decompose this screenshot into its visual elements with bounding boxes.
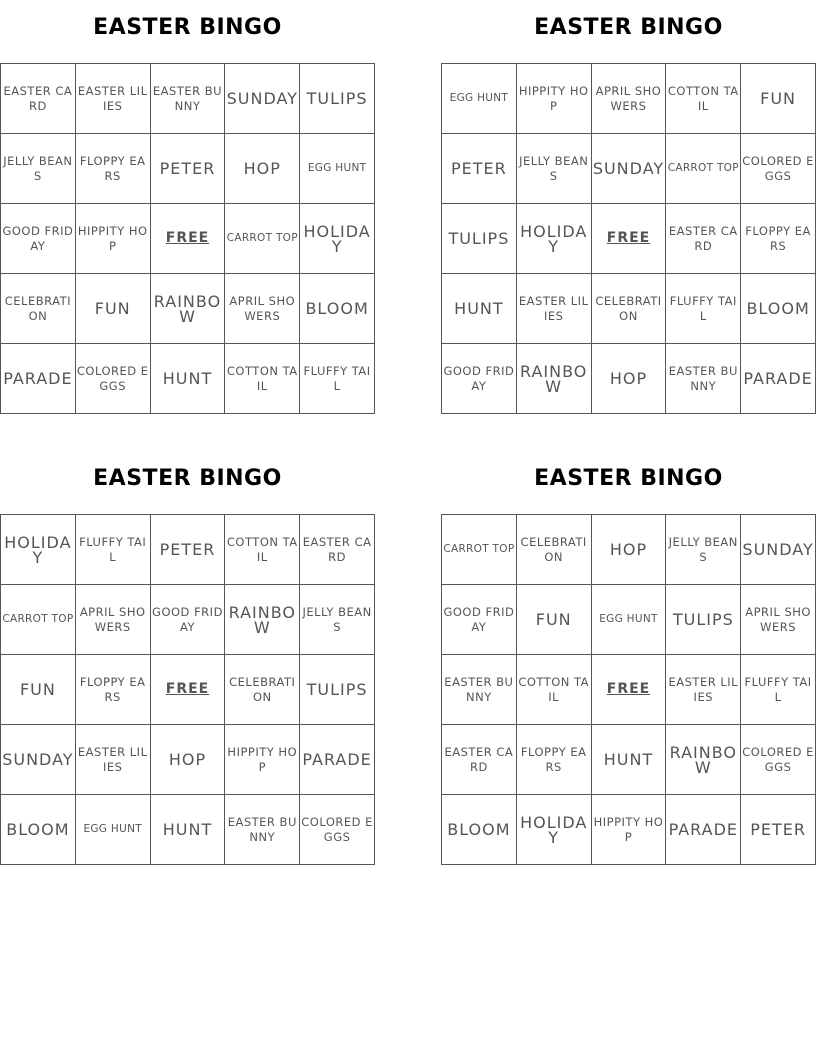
bingo-cell: HUNT <box>442 274 517 344</box>
bingo-cell: BLOOM <box>300 274 375 344</box>
bingo-cell: HOLIDAY <box>517 795 592 865</box>
bingo-cell: HOP <box>592 344 667 414</box>
bingo-cell: BLOOM <box>1 795 76 865</box>
bingo-cell: PARADE <box>1 344 76 414</box>
bingo-cell: FUN <box>741 64 816 134</box>
bingo-cell: EASTER LILIES <box>76 725 151 795</box>
bingo-cell: EASTER CARD <box>666 204 741 274</box>
bingo-cell: EASTER BUNNY <box>225 795 300 865</box>
bingo-cell: EGG HUNT <box>300 134 375 204</box>
bingo-cell: RAINBOW <box>151 274 226 344</box>
bingo-cell: GOOD FRIDAY <box>442 344 517 414</box>
bingo-cell: COTTON TAIL <box>225 344 300 414</box>
bingo-cell: EGG HUNT <box>76 795 151 865</box>
bingo-cell: FUN <box>1 655 76 725</box>
free-space: FREE <box>151 655 226 725</box>
bingo-card-2 <box>441 8 816 396</box>
bingo-card-4 <box>441 459 816 847</box>
bingo-cell: BLOOM <box>442 795 517 865</box>
bingo-cell: TULIPS <box>666 585 741 655</box>
bingo-cell: COLORED EGGS <box>76 344 151 414</box>
bingo-cell: EASTER BUNNY <box>666 344 741 414</box>
bingo-cell: PETER <box>151 515 226 585</box>
bingo-cell: RAINBOW <box>666 725 741 795</box>
bingo-cell: TULIPS <box>442 204 517 274</box>
free-space: FREE <box>592 655 667 725</box>
bingo-cell: FLOPPY EARS <box>517 725 592 795</box>
bingo-cell: APRIL SHOWERS <box>741 585 816 655</box>
bingo-cell: PARADE <box>300 725 375 795</box>
bingo-cell: RAINBOW <box>225 585 300 655</box>
bingo-cell: JELLY BEANS <box>666 515 741 585</box>
bingo-cell: CELEBRATION <box>517 515 592 585</box>
bingo-cell: COTTON TAIL <box>517 655 592 725</box>
bingo-cell: FLOPPY EARS <box>741 204 816 274</box>
bingo-cell: HIPPITY HOP <box>76 204 151 274</box>
bingo-cell: FUN <box>517 585 592 655</box>
bingo-cell: EGG HUNT <box>442 64 517 134</box>
bingo-cell: BLOOM <box>741 274 816 344</box>
bingo-cell: JELLY BEANS <box>1 134 76 204</box>
bingo-grid <box>441 514 816 865</box>
bingo-cell: TULIPS <box>300 64 375 134</box>
bingo-cell: PETER <box>442 134 517 204</box>
bingo-cell: PETER <box>741 795 816 865</box>
bingo-cell: HOP <box>592 515 667 585</box>
bingo-cell: HOLIDAY <box>1 515 76 585</box>
bingo-cell: HOLIDAY <box>517 204 592 274</box>
bingo-cell: COLORED EGGS <box>741 725 816 795</box>
card-title: EASTER BINGO <box>534 15 723 40</box>
bingo-cell: HOP <box>225 134 300 204</box>
bingo-cell: RAINBOW <box>517 344 592 414</box>
bingo-cell: JELLY BEANS <box>300 585 375 655</box>
bingo-cell: GOOD FRIDAY <box>151 585 226 655</box>
bingo-cell: CELEBRATION <box>592 274 667 344</box>
bingo-cell: EGG HUNT <box>592 585 667 655</box>
bingo-cell: CARROT TOP <box>442 515 517 585</box>
bingo-cell: HIPPITY HOP <box>517 64 592 134</box>
bingo-cell: CARROT TOP <box>1 585 76 655</box>
bingo-cell: FLUFFY TAIL <box>300 344 375 414</box>
bingo-grid <box>441 63 816 414</box>
bingo-cell: EASTER CARD <box>442 725 517 795</box>
bingo-cell: FLOPPY EARS <box>76 134 151 204</box>
bingo-cell: SUNDAY <box>592 134 667 204</box>
bingo-cell: EASTER BUNNY <box>151 64 226 134</box>
bingo-cell: EASTER CARD <box>1 64 76 134</box>
bingo-cell: HOLIDAY <box>300 204 375 274</box>
card-title: EASTER BINGO <box>93 15 282 40</box>
bingo-cell: SUNDAY <box>741 515 816 585</box>
bingo-cell: EASTER BUNNY <box>442 655 517 725</box>
bingo-grid <box>0 63 375 414</box>
bingo-cell: COTTON TAIL <box>225 515 300 585</box>
bingo-cell: HOP <box>151 725 226 795</box>
card-title: EASTER BINGO <box>93 466 282 491</box>
bingo-cell: COTTON TAIL <box>666 64 741 134</box>
bingo-cell: FLOPPY EARS <box>76 655 151 725</box>
bingo-cell: CARROT TOP <box>666 134 741 204</box>
bingo-cell: CELEBRATION <box>225 655 300 725</box>
bingo-cell: SUNDAY <box>225 64 300 134</box>
free-space: FREE <box>151 204 226 274</box>
bingo-cell: PARADE <box>666 795 741 865</box>
bingo-cell: EASTER LILIES <box>517 274 592 344</box>
bingo-cell: APRIL SHOWERS <box>592 64 667 134</box>
bingo-cell: JELLY BEANS <box>517 134 592 204</box>
bingo-cell: PARADE <box>741 344 816 414</box>
bingo-cell: EASTER CARD <box>300 515 375 585</box>
card-title: EASTER BINGO <box>534 466 723 491</box>
bingo-card-1 <box>0 8 375 393</box>
bingo-cell: SUNDAY <box>1 725 76 795</box>
bingo-cell: FLUFFY TAIL <box>76 515 151 585</box>
bingo-cell: HUNT <box>151 795 226 865</box>
bingo-cell: FUN <box>76 274 151 344</box>
bingo-cell: APRIL SHOWERS <box>225 274 300 344</box>
bingo-cell: FLUFFY TAIL <box>666 274 741 344</box>
bingo-grid <box>0 514 375 865</box>
bingo-cell: CELEBRATION <box>1 274 76 344</box>
bingo-cell: EASTER LILIES <box>666 655 741 725</box>
free-space: FREE <box>592 204 667 274</box>
bingo-cell: GOOD FRIDAY <box>1 204 76 274</box>
bingo-card-3 <box>0 459 375 844</box>
bingo-cell: GOOD FRIDAY <box>442 585 517 655</box>
bingo-cell: HIPPITY HOP <box>592 795 667 865</box>
bingo-cell: FLUFFY TAIL <box>741 655 816 725</box>
bingo-cell: EASTER LILIES <box>76 64 151 134</box>
bingo-cell: COLORED EGGS <box>741 134 816 204</box>
bingo-cell: HUNT <box>592 725 667 795</box>
bingo-cell: TULIPS <box>300 655 375 725</box>
bingo-cell: HUNT <box>151 344 226 414</box>
bingo-cell: PETER <box>151 134 226 204</box>
bingo-cell: HIPPITY HOP <box>225 725 300 795</box>
bingo-cell: CARROT TOP <box>225 204 300 274</box>
bingo-cell: APRIL SHOWERS <box>76 585 151 655</box>
bingo-cell: COLORED EGGS <box>300 795 375 865</box>
